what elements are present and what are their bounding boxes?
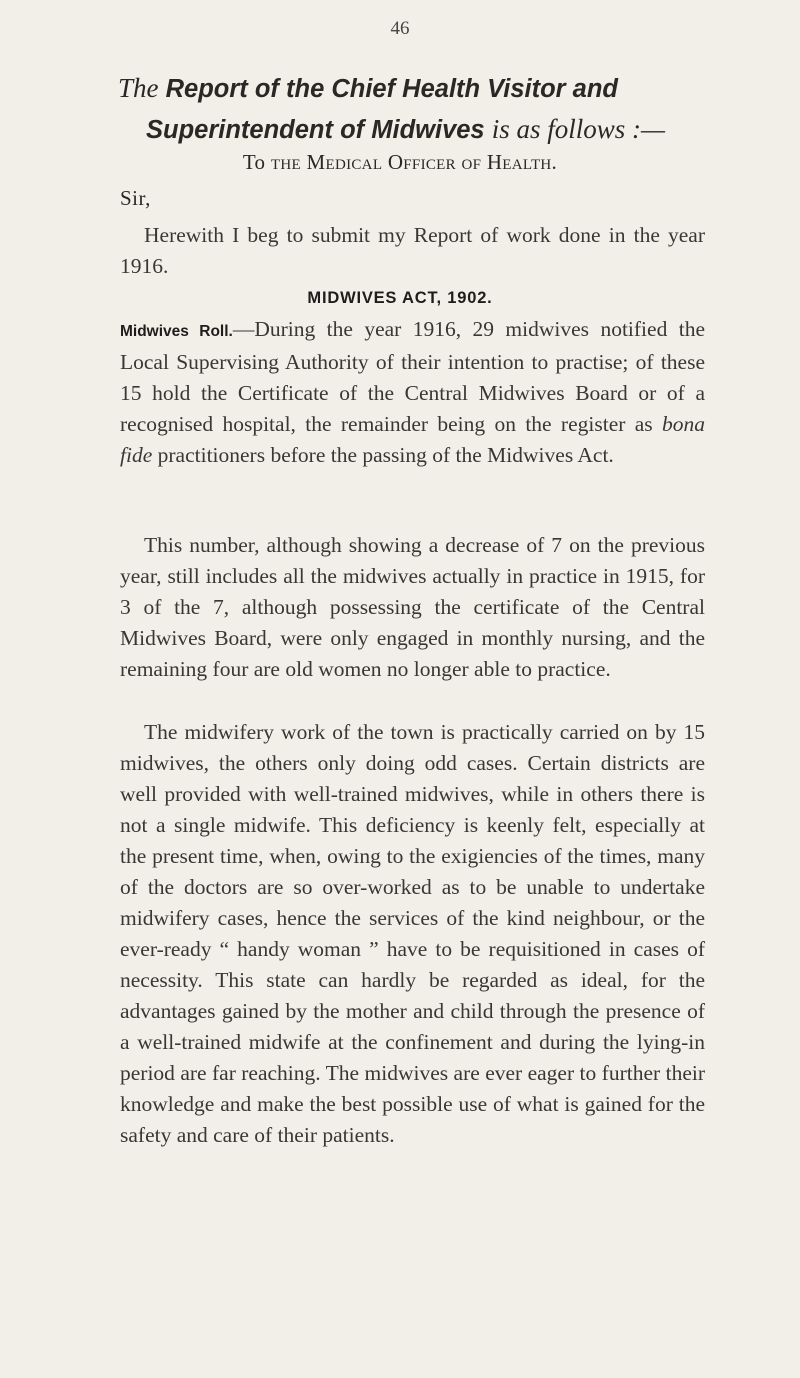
paragraph-text: —During the year 1916, 29 midwives notified the Local Supervising Authority of their intention to practise; of these 15 hold the Certificate of the Central Midwives Board or of a recognised hospital, the remainder being on the register as — [120, 317, 705, 436]
italic-phrase: bona fide — [120, 412, 705, 467]
intro-paragraph: Herewith I beg to submit my Report of work done in the year 1916. — [120, 223, 705, 278]
page-number: 46 — [390, 18, 410, 39]
section-heading: MIDWIVES ACT, 1902. — [307, 289, 493, 307]
title-main: Report of the Chief Health Visitor and — [165, 75, 619, 103]
addressee-line — [0, 150, 800, 175]
title-prefix: The — [118, 73, 159, 103]
report-title — [118, 68, 718, 150]
midwifery-work-paragraph: The midwifery work of the town is practically carried on by 15 midwives, the others only doing odd cases. Certain districts are well provided with well-trained midwives, while in others there is not a single midwife. This deficiency is keenly felt, especially at the present time, when, owing to the exigiencies of the times, many of the doctors are so over-worked as to be unable to undertake midwifery cases, hence the services of the kind neighbour, or the ever-ready “ handy woman ” have to be requisitioned in cases of necessity. This state can hardly be regarded as ideal, for the advantages gained by the mother and child through the presence of a well-trained midwife at the confinement and during the lying-in period are far reaching. The midwives are ever eager to further their knowledge and make the best possible use of what is gained for the safety and care of their patients. — [120, 720, 705, 1147]
salutation: Sir, — [120, 186, 151, 210]
paragraph-text-end: practitioners before the passing of the Midwives Act. — [152, 443, 614, 467]
addressee: the Medical Officer of Health. — [270, 150, 558, 174]
runin-heading: Midwives Roll. — [120, 323, 233, 340]
decrease-paragraph: This number, although showing a decrease of 7 on the previous year, still includes all the midwives actually in practice in 1915, for 3 of the 7, although possessing the certificate of the Central Midwives Board, were only engaged in monthly nursing, and the remaining four are old women no longer able to practice. — [120, 533, 705, 681]
midwives-roll-paragraph — [120, 314, 705, 471]
title-suffix: is as follows :— — [491, 114, 666, 144]
addressee-prefix: To — [242, 150, 266, 174]
title-superintendent: Superintendent of Midwives — [146, 116, 485, 144]
